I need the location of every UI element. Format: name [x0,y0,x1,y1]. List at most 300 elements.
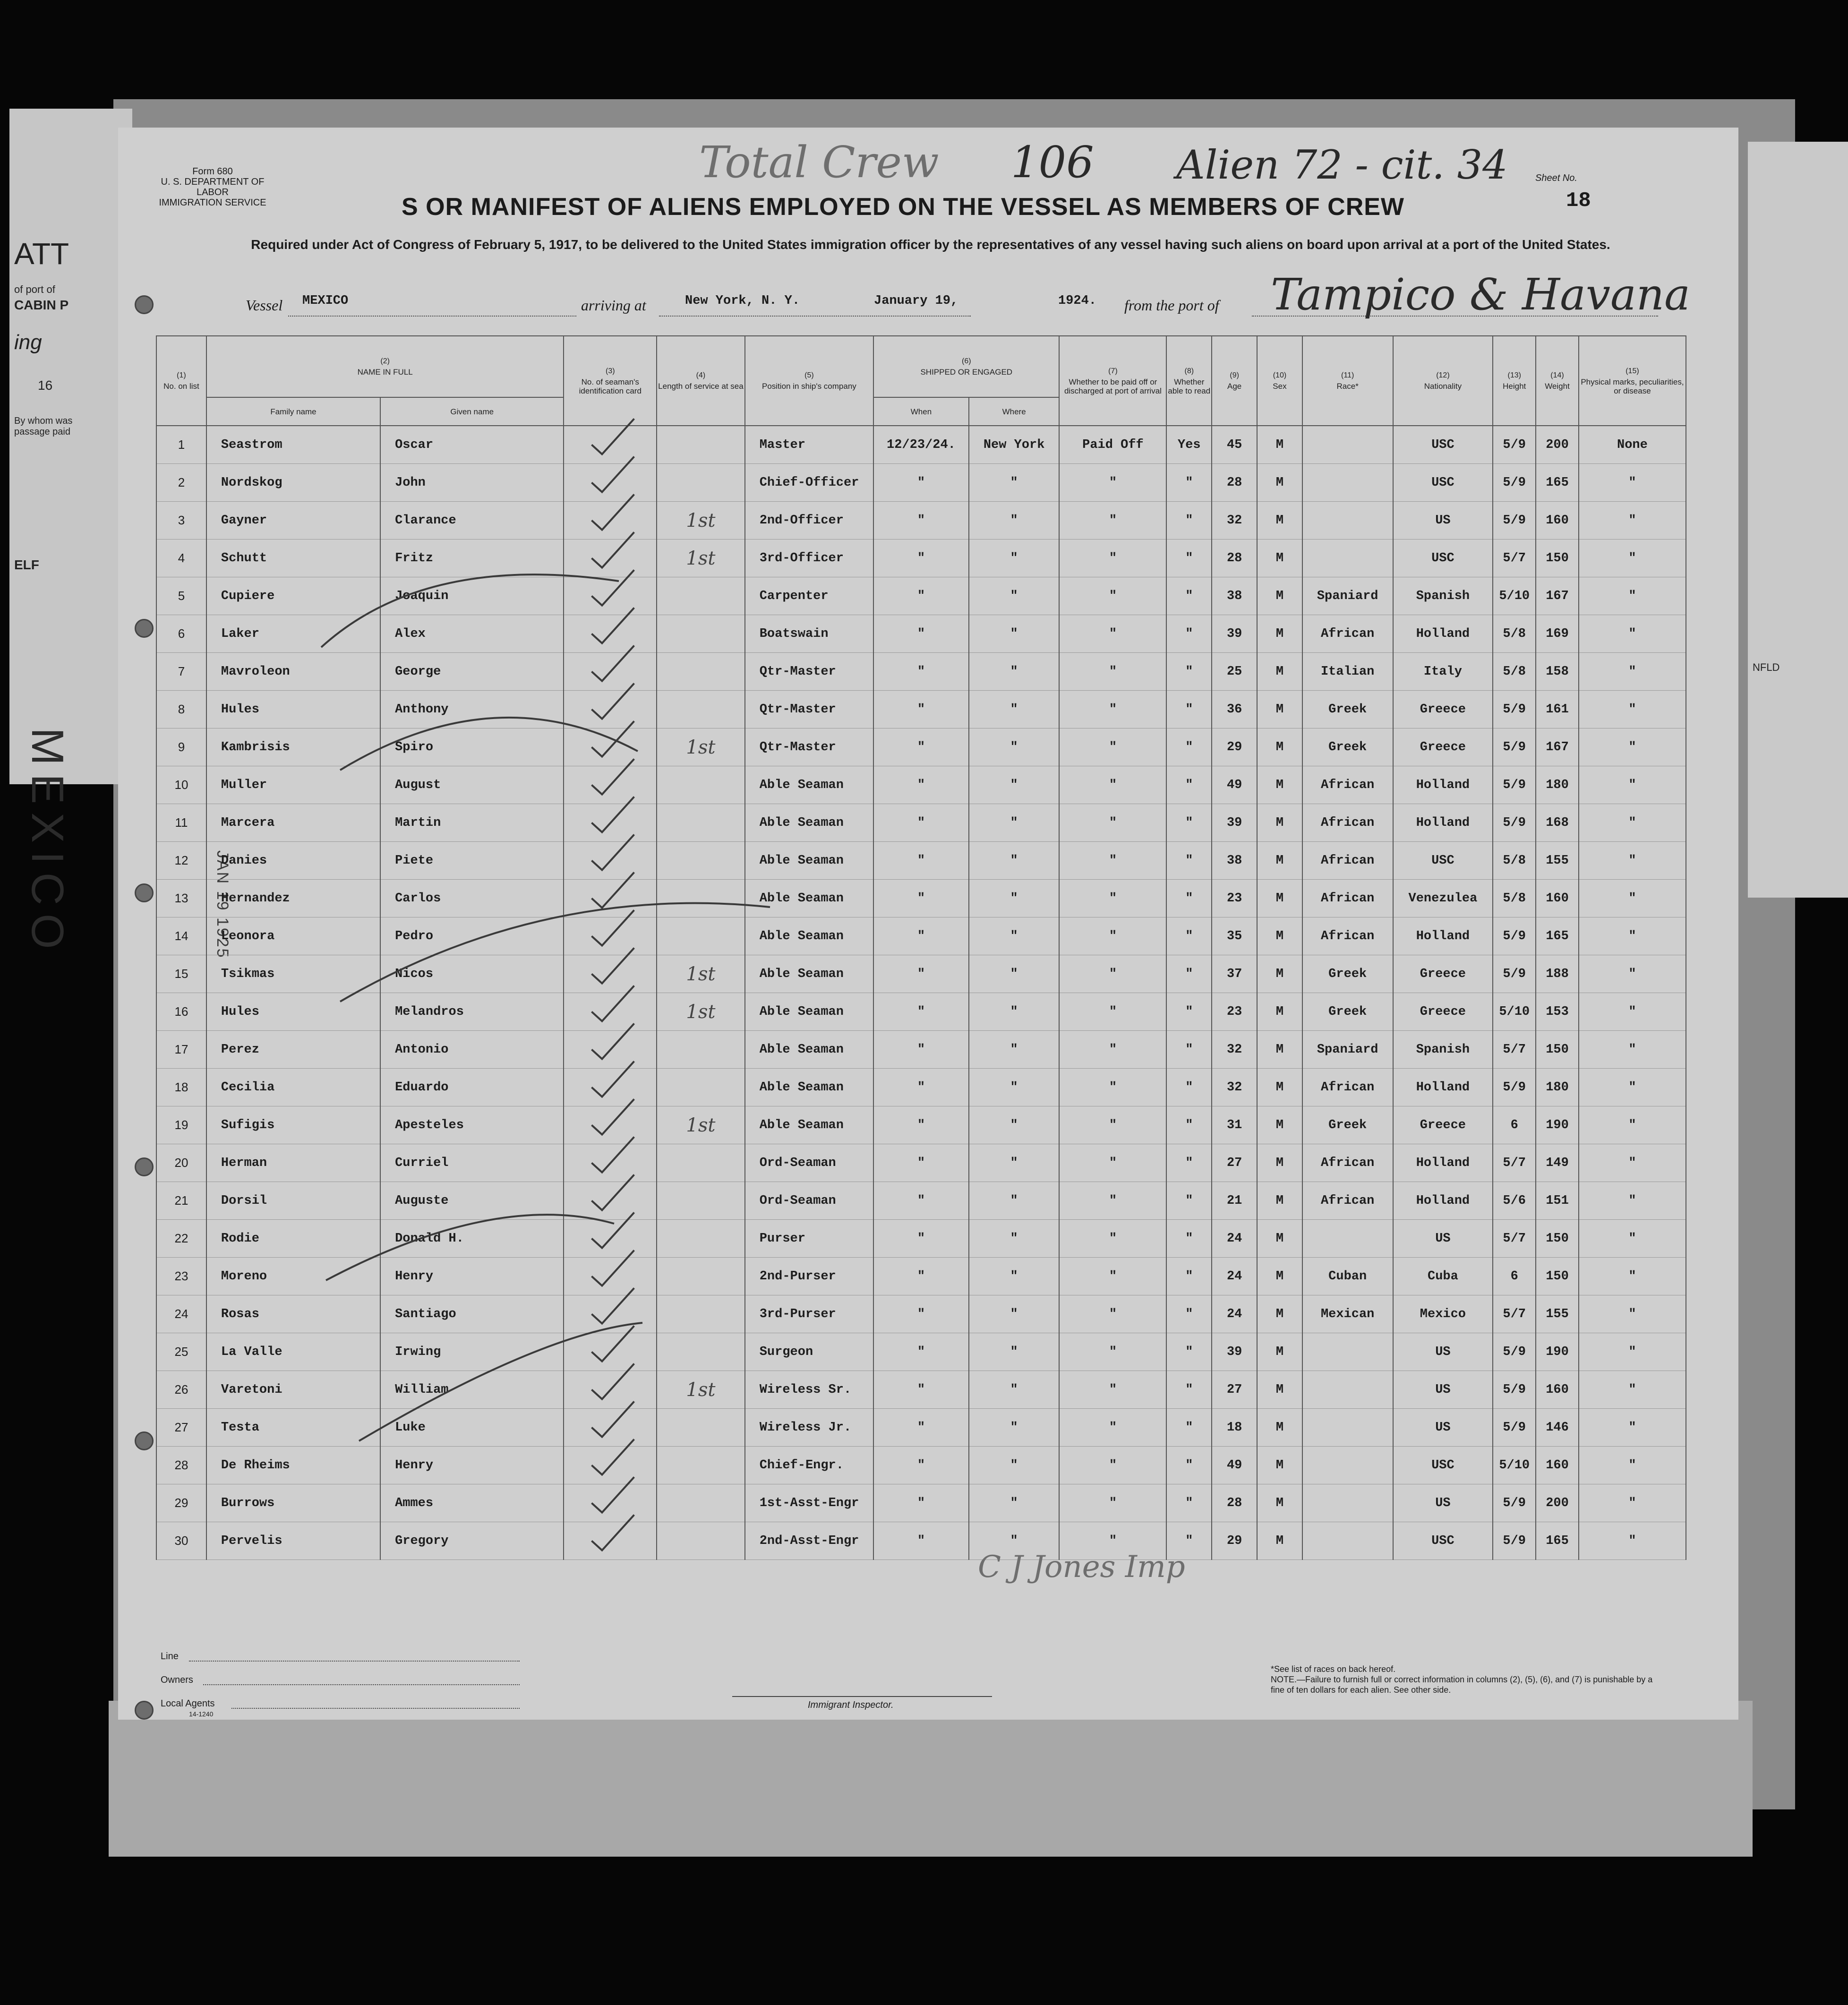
cell-weight: 153 [1536,993,1579,1031]
cell-row-number: 26 [156,1371,206,1409]
cell-shipped-where: " [969,993,1060,1031]
cell-height: 5/8 [1493,653,1536,691]
cell-sex: M [1257,880,1302,917]
cell-physical-marks: " [1579,615,1686,653]
cell-family-name: La Valle [206,1333,380,1371]
cell-able-to-read: " [1166,464,1212,502]
cell-weight: 158 [1536,653,1579,691]
cell-age: 36 [1212,691,1257,728]
col-when: When [873,397,969,426]
cell-sex: M [1257,1106,1302,1144]
cell-height: 5/9 [1493,1333,1536,1371]
cell-position: 3rd-Purser [745,1295,873,1333]
cell-row-number: 29 [156,1484,206,1522]
cell-given-name: Donald H. [380,1220,564,1258]
cell-nationality: Holland [1393,1069,1493,1106]
cell-row-number: 21 [156,1182,206,1220]
cell-shipped-when: " [873,1144,969,1182]
cell-family-name: Varetoni [206,1371,380,1409]
arrival-year: 1924. [1058,294,1097,308]
cell-height: 5/9 [1493,1522,1536,1560]
cell-shipped-where: " [969,1182,1060,1220]
cell-family-name: Tsikmas [206,955,380,993]
cell-row-number: 3 [156,502,206,540]
cell-position: Able Seaman [745,804,873,842]
cell-sex: M [1257,1409,1302,1447]
cell-race: African [1302,1144,1393,1182]
cell-age: 29 [1212,1522,1257,1560]
cell-row-number: 16 [156,993,206,1031]
cell-position: Able Seaman [745,1069,873,1106]
cell-age: 24 [1212,1220,1257,1258]
cell-height: 5/7 [1493,1031,1536,1069]
date-stamp: JAN 19 1925 [214,850,231,959]
cell-family-name: Gayner [206,502,380,540]
cell-position: 2nd-Officer [745,502,873,540]
tick-mark [591,1439,634,1475]
cell-weight: 150 [1536,540,1579,577]
cell-shipped-when: " [873,955,969,993]
cell-nationality: Venezulea [1393,880,1493,917]
cell-shipped-when: " [873,1409,969,1447]
cell-shipped-when: " [873,502,969,540]
cell-family-name: Leonora [206,917,380,955]
cell-nationality: Holland [1393,804,1493,842]
cell-shipped-where: " [969,1069,1060,1106]
cell-sex: M [1257,1522,1302,1560]
cell-service-length: 1st [657,993,745,1031]
cell-row-number: 17 [156,1031,206,1069]
cell-given-name: Melandros [380,993,564,1031]
cell-able-to-read: " [1166,1182,1212,1220]
cell-weight: 160 [1536,502,1579,540]
col-given-name: Given name [380,397,564,426]
cell-age: 24 [1212,1258,1257,1295]
cell-shipped-when: " [873,653,969,691]
col-no-on-list: (1) No. on list [156,336,206,426]
from-port-label: from the port of [1124,297,1219,314]
cell-race: African [1302,804,1393,842]
cell-physical-marks: " [1579,728,1686,766]
cell-sex: M [1257,577,1302,615]
cell-shipped-when: " [873,1031,969,1069]
cell-given-name: Oscar [380,426,564,464]
cell-race: Spaniard [1302,1031,1393,1069]
cell-age: 32 [1212,1069,1257,1106]
cell-row-number: 12 [156,842,206,880]
cell-row-number: 6 [156,615,206,653]
tick-mark [591,419,634,454]
cell-shipped-where: " [969,1371,1060,1409]
cell-weight: 151 [1536,1182,1579,1220]
cell-family-name: De Rheims [206,1447,380,1484]
tick-mark [591,1251,634,1286]
cell-position: Chief-Engr. [745,1447,873,1484]
cell-race: African [1302,615,1393,653]
col-weight: (14) Weight [1536,336,1579,426]
cell-given-name: Nicos [380,955,564,993]
vessel-stamp: MEXICO [22,728,73,958]
cell-shipped-where: " [969,1144,1060,1182]
cell-row-number: 23 [156,1258,206,1295]
cell-height: 5/10 [1493,1447,1536,1484]
cell-race: Greek [1302,955,1393,993]
cell-shipped-where: " [969,1106,1060,1144]
cell-physical-marks: " [1579,1371,1686,1409]
cell-able-to-read: " [1166,917,1212,955]
cell-race: African [1302,917,1393,955]
cell-nationality: Greece [1393,728,1493,766]
cell-age: 25 [1212,653,1257,691]
total-crew-count: 106 [1011,137,1094,188]
cell-position: Qtr-Master [745,691,873,728]
cell-paid-off: " [1059,502,1166,540]
cell-shipped-when: " [873,615,969,653]
pencil-stroke [340,903,770,1002]
cell-shipped-where: " [969,1447,1060,1484]
cell-nationality: Holland [1393,615,1493,653]
cell-height: 5/9 [1493,917,1536,955]
cell-given-name: Joaquin [380,577,564,615]
cell-age: 24 [1212,1295,1257,1333]
cell-nationality: Holland [1393,1182,1493,1220]
cell-sex: M [1257,842,1302,880]
cell-weight: 150 [1536,1258,1579,1295]
cell-position: Chief-Officer [745,464,873,502]
cell-nationality: USC [1393,540,1493,577]
cell-given-name: Clarance [380,502,564,540]
cell-shipped-where: " [969,1295,1060,1333]
cell-weight: 169 [1536,615,1579,653]
cell-able-to-read: " [1166,766,1212,804]
cell-physical-marks: " [1579,804,1686,842]
cell-age: 28 [1212,1484,1257,1522]
pencil-stroke [340,718,638,770]
cell-paid-off: " [1059,728,1166,766]
cell-weight: 150 [1536,1031,1579,1069]
cell-shipped-when: 12/23/24. [873,426,969,464]
cell-given-name: August [380,766,564,804]
cell-sex: M [1257,1069,1302,1106]
cell-physical-marks: " [1579,766,1686,804]
tick-mark [591,910,634,946]
cell-family-name: Schutt [206,540,380,577]
cell-shipped-when: " [873,1295,969,1333]
cell-position: Qtr-Master [745,653,873,691]
right-fragment-nfld: NFLD [1753,661,1780,673]
cell-age: 27 [1212,1144,1257,1182]
cell-able-to-read: " [1166,1409,1212,1447]
cell-shipped-when: " [873,842,969,880]
cell-age: 21 [1212,1182,1257,1220]
cell-shipped-where: " [969,766,1060,804]
cell-physical-marks: " [1579,1333,1686,1371]
cell-height: 5/9 [1493,955,1536,993]
cell-nationality: Greece [1393,1106,1493,1144]
cell-sex: M [1257,1333,1302,1371]
cell-race: Cuban [1302,1258,1393,1295]
tick-marks-overlay [118,128,1738,1720]
sheet-number: 18 [1566,189,1591,213]
tick-mark [591,759,634,795]
cell-family-name: Pervelis [206,1522,380,1560]
cell-height: 5/9 [1493,691,1536,728]
cell-position: Able Seaman [745,955,873,993]
cell-age: 49 [1212,766,1257,804]
cell-shipped-when: " [873,1371,969,1409]
cell-row-number: 4 [156,540,206,577]
cell-family-name: Marcera [206,804,380,842]
cell-weight: 160 [1536,880,1579,917]
cell-shipped-where: " [969,1484,1060,1522]
cell-position: Purser [745,1220,873,1258]
cell-row-number: 10 [156,766,206,804]
cell-age: 45 [1212,426,1257,464]
cell-shipped-when: " [873,917,969,955]
cell-shipped-where: " [969,804,1060,842]
cell-shipped-where: New York [969,426,1060,464]
cell-height: 5/9 [1493,464,1536,502]
cell-paid-off: " [1059,880,1166,917]
cell-age: 37 [1212,955,1257,993]
cell-weight: 161 [1536,691,1579,728]
cell-given-name: George [380,653,564,691]
adjacent-page-left [9,109,132,784]
cell-physical-marks: None [1579,426,1686,464]
cell-physical-marks: " [1579,1447,1686,1484]
cell-sex: M [1257,615,1302,653]
cell-able-to-read: " [1166,653,1212,691]
cell-nationality: Holland [1393,766,1493,804]
form-service: IMMIGRATION SERVICE [159,197,266,208]
cell-given-name: Fritz [380,540,564,577]
cell-sex: M [1257,993,1302,1031]
cell-race: Greek [1302,691,1393,728]
cell-height: 5/9 [1493,1371,1536,1409]
tick-mark [591,570,634,606]
cell-nationality: Holland [1393,917,1493,955]
cell-family-name: Cecilia [206,1069,380,1106]
cell-shipped-when: " [873,1106,969,1144]
form-department: U. S. DEPARTMENT OF LABOR [161,177,265,197]
cell-position: 3rd-Officer [745,540,873,577]
tick-mark [591,1402,634,1437]
tick-mark [591,1099,634,1135]
cell-nationality: US [1393,502,1493,540]
cell-weight: 188 [1536,955,1579,993]
cell-position: Able Seaman [745,880,873,917]
cell-nationality: US [1393,1371,1493,1409]
cell-family-name: Danies [206,842,380,880]
cell-service-length: 1st [657,1371,745,1409]
tick-mark [591,1288,634,1324]
cell-row-number: 9 [156,728,206,766]
cell-position: 2nd-Asst-Engr [745,1522,873,1560]
cell-physical-marks: " [1579,880,1686,917]
cell-shipped-where: " [969,955,1060,993]
cell-weight: 160 [1536,1371,1579,1409]
tick-mark [591,608,634,643]
cell-age: 27 [1212,1371,1257,1409]
cell-physical-marks: " [1579,955,1686,993]
cell-nationality: USC [1393,1522,1493,1560]
cell-age: 31 [1212,1106,1257,1144]
cell-position: Wireless Jr. [745,1409,873,1447]
col-paid-off: (7) Whether to be paid off or discharged at port of arrival [1059,336,1166,426]
cell-able-to-read: Yes [1166,426,1212,464]
cell-shipped-when: " [873,1447,969,1484]
cell-row-number: 24 [156,1295,206,1333]
cell-nationality: Spanish [1393,577,1493,615]
cell-age: 35 [1212,917,1257,955]
cell-height: 5/9 [1493,1409,1536,1447]
vessel-name: MEXICO [302,294,349,308]
cell-row-number: 28 [156,1447,206,1484]
cell-weight: 190 [1536,1106,1579,1144]
cell-shipped-where: " [969,691,1060,728]
cell-height: 5/9 [1493,502,1536,540]
pencil-stroke [326,1215,614,1280]
cell-able-to-read: " [1166,993,1212,1031]
cell-height: 5/9 [1493,766,1536,804]
left-fragment-port: of port of [14,283,55,295]
cell-race: Greek [1302,728,1393,766]
from-port-handwritten: Tampico & Havana [1271,269,1690,320]
cell-shipped-where: " [969,1333,1060,1371]
cell-paid-off: " [1059,1031,1166,1069]
cell-weight: 168 [1536,804,1579,842]
cell-age: 49 [1212,1447,1257,1484]
cell-able-to-read: " [1166,1333,1212,1371]
cell-given-name: Piete [380,842,564,880]
left-fragment-elf: ELF [14,557,39,572]
cell-nationality: Cuba [1393,1258,1493,1295]
cell-family-name: Rodie [206,1220,380,1258]
cell-given-name: Antonio [380,1031,564,1069]
cell-able-to-read: " [1166,1258,1212,1295]
cell-weight: 190 [1536,1333,1579,1371]
tick-mark [591,1024,634,1059]
tick-mark [591,646,634,681]
cell-race: Spaniard [1302,577,1393,615]
inspector-signature: C J Jones Imp [978,1550,1185,1585]
cell-family-name: Seastrom [206,426,380,464]
cell-nationality: Greece [1393,955,1493,993]
cell-given-name: Martin [380,804,564,842]
tick-mark [591,1137,634,1173]
cell-row-number: 7 [156,653,206,691]
cell-height: 5/8 [1493,880,1536,917]
cell-able-to-read: " [1166,1031,1212,1069]
cell-row-number: 25 [156,1333,206,1371]
owners-label: Owners [161,1675,193,1685]
cell-given-name: Spiro [380,728,564,766]
cell-weight: 155 [1536,842,1579,880]
cell-family-name: Perez [206,1031,380,1069]
tick-mark [591,1213,634,1248]
cell-given-name: Luke [380,1409,564,1447]
cell-given-name: Alex [380,615,564,653]
form-title: S OR MANIFEST OF ALIENS EMPLOYED ON THE VESSEL AS MEMBERS OF CREW [402,193,1405,221]
cell-weight: 200 [1536,1484,1579,1522]
col-height: (13) Height [1493,336,1536,426]
cell-nationality: Greece [1393,993,1493,1031]
sheet-label: Sheet No. [1535,173,1577,183]
cell-weight: 150 [1536,1220,1579,1258]
left-fragment-16: 16 [38,378,53,393]
form-requirement: Required under Act of Congress of February 5, 1917, to be delivered to the United States immigration officer by the representatives of any vessel having such aliens on board upon arrival at a port of the United States. [251,237,1610,252]
cell-weight: 180 [1536,766,1579,804]
immigrant-inspector-label: Immigrant Inspector. [808,1700,894,1710]
cell-sex: M [1257,1182,1302,1220]
cell-sex: M [1257,502,1302,540]
cell-height: 5/10 [1493,577,1536,615]
cell-nationality: US [1393,1333,1493,1371]
cell-shipped-when: " [873,804,969,842]
cell-sex: M [1257,1371,1302,1409]
cell-physical-marks: " [1579,464,1686,502]
cell-able-to-read: " [1166,1371,1212,1409]
cell-given-name: Irwing [380,1333,564,1371]
cell-row-number: 1 [156,426,206,464]
cell-age: 18 [1212,1409,1257,1447]
cell-able-to-read: " [1166,955,1212,993]
cell-height: 5/9 [1493,1069,1536,1106]
cell-shipped-when: " [873,728,969,766]
cell-row-number: 2 [156,464,206,502]
tick-mark [591,684,634,719]
footer-notes [1271,1664,1658,1695]
tick-mark [591,873,634,908]
cell-position: Ord-Seaman [745,1182,873,1220]
arriving-label: arriving at [581,297,646,314]
cell-age: 32 [1212,502,1257,540]
cell-sex: M [1257,804,1302,842]
cell-shipped-where: " [969,653,1060,691]
cell-sex: M [1257,728,1302,766]
adjacent-page-right [1748,142,1848,898]
cell-paid-off: " [1059,615,1166,653]
cell-sex: M [1257,766,1302,804]
cell-shipped-where: " [969,1409,1060,1447]
cell-paid-off: " [1059,577,1166,615]
cell-shipped-when: " [873,691,969,728]
col-physical-marks: (15) Physical marks, peculiarities, or disease [1579,336,1686,426]
cell-weight: 146 [1536,1409,1579,1447]
cell-family-name: Moreno [206,1258,380,1295]
cell-sex: M [1257,1258,1302,1295]
tick-mark [591,1477,634,1513]
penalty-note: NOTE.—Failure to furnish full or correct information in columns (2), (5), (6), and (7) is punishable by a fine of ten dollars for each alien. See other side. [1271,1675,1653,1695]
cell-age: 28 [1212,540,1257,577]
cell-family-name: Kambrisis [206,728,380,766]
cell-position: Able Seaman [745,917,873,955]
cell-shipped-when: " [873,464,969,502]
cell-given-name: Eduardo [380,1069,564,1106]
cell-able-to-read: " [1166,615,1212,653]
cell-able-to-read: " [1166,1484,1212,1522]
cell-given-name: Apesteles [380,1106,564,1144]
cell-able-to-read: " [1166,577,1212,615]
cell-weight: 200 [1536,426,1579,464]
cell-weight: 160 [1536,1447,1579,1484]
cell-given-name: John [380,464,564,502]
col-nationality: (12) Nationality [1393,336,1493,426]
footer-form-code: 14-1240 [189,1710,214,1718]
aliens-citizens-annotation: Alien 72 - cit. 34 [1176,142,1508,188]
cell-physical-marks: " [1579,540,1686,577]
cell-sex: M [1257,1447,1302,1484]
